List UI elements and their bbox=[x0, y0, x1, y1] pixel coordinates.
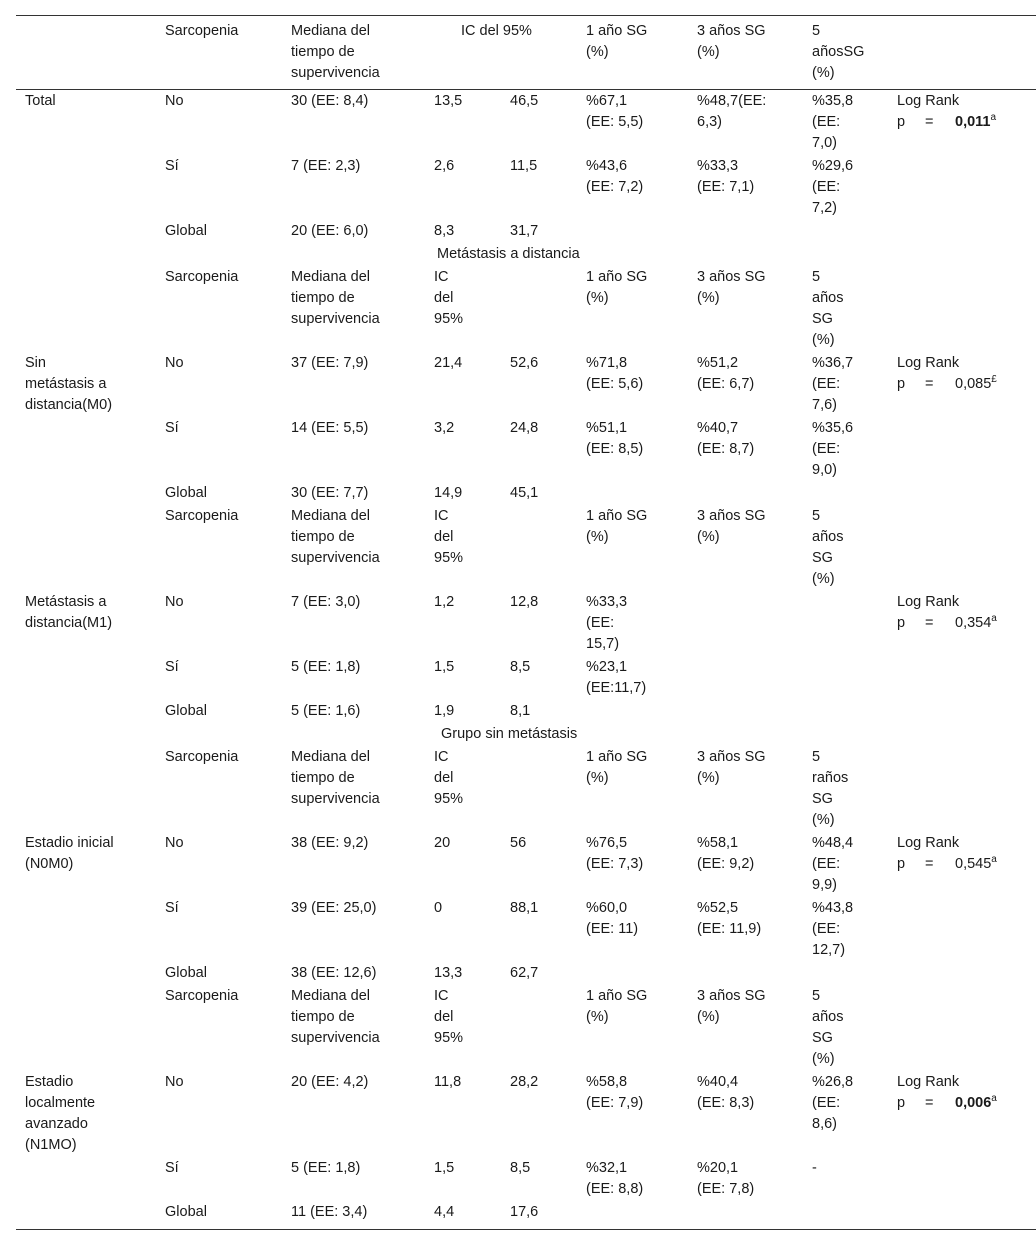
row-sg3: %51,2 (EE: 6,7) bbox=[697, 355, 755, 392]
p-value: 0,354 bbox=[955, 615, 992, 631]
row-sg1: %58,8 (EE: 7,9) bbox=[586, 1074, 644, 1111]
log-rank-n0m0: Log Rank p = 0,545$^a$ bbox=[897, 833, 1001, 875]
p-value-line: p = 0,354$^a$ bbox=[897, 613, 997, 631]
section-metastasis: Metástasis a distancia bbox=[437, 246, 580, 262]
section-sin-metastasis: Grupo sin metástasis bbox=[441, 726, 578, 742]
subheader-sg1: 1 año SG (%) bbox=[586, 508, 648, 545]
header-sg3: 3 años SG (%) bbox=[697, 23, 766, 60]
row-mediana: 38 (EE: 9,2) bbox=[291, 835, 369, 851]
subheader-sg5: 5 raños SG (%) bbox=[812, 749, 849, 828]
row-mediana: 7 (EE: 3,0) bbox=[291, 594, 361, 610]
row-ic-low: 3,2 bbox=[434, 420, 455, 436]
row-sg1: %51,1 (EE: 8,5) bbox=[586, 420, 644, 457]
subheader-ic: IC del 95% bbox=[434, 508, 464, 566]
row-mediana: 5 (EE: 1,8) bbox=[291, 1160, 361, 1176]
row-sarcopenia: Sí bbox=[165, 900, 179, 916]
group-label-total: Total bbox=[25, 93, 56, 109]
row-ic-low: 1,9 bbox=[434, 703, 455, 719]
subheader-ic: IC del 95% bbox=[434, 749, 464, 807]
row-mediana: 11 (EE: 3,4) bbox=[291, 1204, 368, 1220]
row-sarcopenia: Global bbox=[165, 1204, 207, 1220]
row-ic-low: 8,3 bbox=[434, 223, 455, 239]
row-sarcopenia: Global bbox=[165, 223, 207, 239]
row-ic-low: 0 bbox=[434, 900, 443, 916]
header-sg1: 1 año SG (%) bbox=[586, 23, 648, 60]
subheader-sg3: 3 años SG (%) bbox=[697, 988, 766, 1025]
row-sg5: %29,6 (EE: 7,2) bbox=[812, 158, 854, 216]
subheader-sg3: 3 años SG (%) bbox=[697, 749, 766, 786]
row-ic-high: 17,6 bbox=[510, 1204, 539, 1220]
row-ic-high: 8,5 bbox=[510, 659, 531, 675]
row-sg5: %36,7 (EE: 7,6) bbox=[812, 355, 854, 413]
row-sg1: %67,1 (EE: 5,5) bbox=[586, 93, 644, 130]
log-rank-m0: Log Rank p = 0,085£ bbox=[897, 353, 1001, 395]
row-ic-low: 4,4 bbox=[434, 1204, 455, 1220]
row-mediana: 5 (EE: 1,8) bbox=[291, 659, 361, 675]
subheader-sg1: 1 año SG (%) bbox=[586, 269, 648, 306]
row-ic-high: 12,8 bbox=[510, 594, 539, 610]
subheader-sarcopenia: Sarcopenia bbox=[165, 269, 239, 285]
subheader-sarcopenia: Sarcopenia bbox=[165, 508, 239, 524]
header-sarcopenia: Sarcopenia bbox=[165, 23, 239, 39]
p-value-line: p = 0,006$^a$ bbox=[897, 1093, 997, 1111]
row-sg3: %33,3 (EE: 7,1) bbox=[697, 158, 755, 195]
p-value: 0,545 bbox=[955, 856, 992, 872]
row-sg5: %48,4 (EE: 9,9) bbox=[812, 835, 854, 893]
row-mediana: 14 (EE: 5,5) bbox=[291, 420, 369, 436]
row-sg3: %58,1 (EE: 9,2) bbox=[697, 835, 755, 872]
row-mediana: 5 (EE: 1,6) bbox=[291, 703, 361, 719]
header-mediana: Mediana del tiempo de supervivencia bbox=[291, 23, 380, 81]
row-sg5: %35,6 (EE: 9,0) bbox=[812, 420, 854, 478]
bottom-rule bbox=[16, 1229, 1036, 1230]
row-sarcopenia: No bbox=[165, 835, 184, 851]
row-ic-high: 8,5 bbox=[510, 1160, 531, 1176]
row-mediana: 30 (EE: 8,4) bbox=[291, 93, 369, 109]
subheader-mediana: Mediana del tiempo de supervivencia bbox=[291, 988, 380, 1046]
row-sg3: %52,5 (EE: 11,9) bbox=[697, 900, 762, 937]
row-sg3: %40,7 (EE: 8,7) bbox=[697, 420, 755, 457]
row-sg1: %23,1 (EE:11,7) bbox=[586, 659, 647, 696]
row-ic-low: 13,3 bbox=[434, 965, 463, 981]
subheader-mediana: Mediana del tiempo de supervivencia bbox=[291, 269, 380, 327]
row-mediana: 20 (EE: 6,0) bbox=[291, 223, 369, 239]
row-mediana: 7 (EE: 2,3) bbox=[291, 158, 361, 174]
row-sarcopenia: No bbox=[165, 594, 184, 610]
row-sarcopenia: No bbox=[165, 355, 184, 371]
row-ic-high: 46,5 bbox=[510, 93, 539, 109]
subheader-sg3: 3 años SG (%) bbox=[697, 508, 766, 545]
header-sg5: 5 añosSG (%) bbox=[812, 23, 865, 81]
row-ic-high: 45,1 bbox=[510, 485, 539, 501]
row-ic-low: 21,4 bbox=[434, 355, 463, 371]
row-ic-high: 8,1 bbox=[510, 703, 531, 719]
row-ic-low: 2,6 bbox=[434, 158, 455, 174]
row-ic-high: 24,8 bbox=[510, 420, 539, 436]
row-mediana: 37 (EE: 7,9) bbox=[291, 355, 369, 371]
p-value-line: p = 0,011$^a$ bbox=[897, 112, 997, 130]
header-ic: IC del 95% bbox=[461, 23, 532, 39]
row-sarcopenia: Global bbox=[165, 703, 207, 719]
group-label-n0m0: Estadio inicial (N0M0) bbox=[25, 835, 114, 872]
p-value: 0,006 bbox=[955, 1095, 992, 1111]
row-ic-high: 56 bbox=[510, 835, 527, 851]
row-ic-low: 1,5 bbox=[434, 659, 455, 675]
row-sg5: - bbox=[812, 1160, 817, 1176]
subheader-sg5: 5 años SG (%) bbox=[812, 269, 844, 348]
row-ic-low: 1,2 bbox=[434, 594, 455, 610]
subheader-sg5: 5 años SG (%) bbox=[812, 508, 844, 587]
row-ic-high: 52,6 bbox=[510, 355, 539, 371]
row-sarcopenia: Sí bbox=[165, 158, 179, 174]
row-ic-high: 88,1 bbox=[510, 900, 539, 916]
row-sarcopenia: No bbox=[165, 93, 184, 109]
subheader-mediana: Mediana del tiempo de supervivencia bbox=[291, 749, 380, 807]
row-sg1: %71,8 (EE: 5,6) bbox=[586, 355, 644, 392]
row-sg5: %35,8 (EE: 7,0) bbox=[812, 93, 854, 151]
p-value: 0,085 bbox=[955, 376, 992, 392]
subheader-ic: IC del 95% bbox=[434, 269, 464, 327]
subheader-sg5: 5 años SG (%) bbox=[812, 988, 844, 1067]
row-sarcopenia: No bbox=[165, 1074, 184, 1090]
p-value: 0,011 bbox=[955, 114, 991, 130]
row-ic-low: 20 bbox=[434, 835, 451, 851]
row-ic-high: 11,5 bbox=[510, 158, 538, 174]
log-rank-total: Log Rank p = 0,011$^a$ bbox=[897, 91, 1001, 133]
row-ic-high: 62,7 bbox=[510, 965, 539, 981]
row-sarcopenia: Sí bbox=[165, 659, 179, 675]
row-sg3: %40,4 (EE: 8,3) bbox=[697, 1074, 755, 1111]
row-sarcopenia: Global bbox=[165, 965, 207, 981]
row-sg1: %33,3 (EE: 15,7) bbox=[586, 594, 628, 652]
header-rule bbox=[16, 89, 1036, 90]
row-sarcopenia: Sí bbox=[165, 1160, 179, 1176]
row-sarcopenia: Global bbox=[165, 485, 207, 501]
row-ic-low: 14,9 bbox=[434, 485, 463, 501]
subheader-ic: IC del 95% bbox=[434, 988, 464, 1046]
row-mediana: 38 (EE: 12,6) bbox=[291, 965, 377, 981]
subheader-sg3: 3 años SG (%) bbox=[697, 269, 766, 306]
subheader-sarcopenia: Sarcopenia bbox=[165, 749, 239, 765]
row-sg1: %60,0 (EE: 11) bbox=[586, 900, 639, 937]
row-sg3: %48,7(EE: 6,3) bbox=[697, 93, 767, 130]
subheader-sarcopenia: Sarcopenia bbox=[165, 988, 239, 1004]
subheader-sg1: 1 año SG (%) bbox=[586, 988, 648, 1025]
row-mediana: 30 (EE: 7,7) bbox=[291, 485, 369, 501]
log-rank-n1m0: Log Rank p = 0,006$^a$ bbox=[897, 1072, 1001, 1114]
top-rule bbox=[16, 15, 1036, 16]
row-sg3: %20,1 (EE: 7,8) bbox=[697, 1160, 755, 1197]
p-value-line: p = 0,085£ bbox=[897, 374, 997, 392]
row-ic-low: 13,5 bbox=[434, 93, 463, 109]
row-sg1: %32,1 (EE: 8,8) bbox=[586, 1160, 644, 1197]
row-ic-high: 28,2 bbox=[510, 1074, 539, 1090]
row-sg1: %43,6 (EE: 7,2) bbox=[586, 158, 644, 195]
log-rank-m1: Log Rank p = 0,354$^a$ bbox=[897, 592, 1001, 634]
row-sg5: %43,8 (EE: 12,7) bbox=[812, 900, 854, 958]
p-value-line: p = 0,545$^a$ bbox=[897, 854, 997, 872]
row-ic-high: 31,7 bbox=[510, 223, 539, 239]
row-mediana: 39 (EE: 25,0) bbox=[291, 900, 377, 916]
row-sg5: %26,8 (EE: 8,6) bbox=[812, 1074, 854, 1132]
row-sarcopenia: Sí bbox=[165, 420, 179, 436]
group-label-m0: Sin metástasis a distancia(M0) bbox=[25, 355, 113, 413]
group-label-n1m0: Estadio localmente avanzado (N1MO) bbox=[25, 1074, 96, 1153]
group-label-m1: Metástasis a distancia(M1) bbox=[25, 594, 113, 631]
subheader-mediana: Mediana del tiempo de supervivencia bbox=[291, 508, 380, 566]
row-ic-low: 11,8 bbox=[434, 1074, 462, 1090]
subheader-sg1: 1 año SG (%) bbox=[586, 749, 648, 786]
row-mediana: 20 (EE: 4,2) bbox=[291, 1074, 369, 1090]
row-sg1: %76,5 (EE: 7,3) bbox=[586, 835, 644, 872]
row-ic-low: 1,5 bbox=[434, 1160, 455, 1176]
